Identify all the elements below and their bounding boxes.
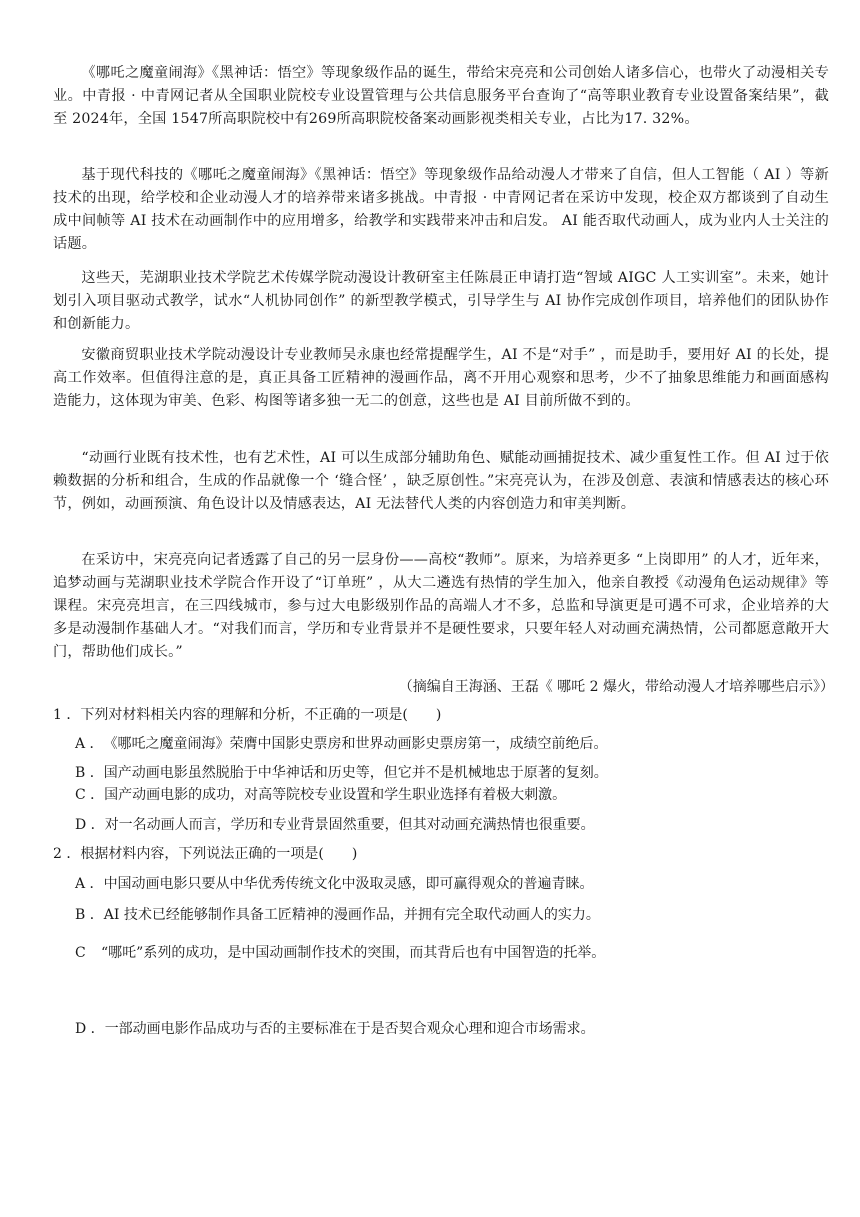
option-text: AI 技术已经能够制作具备工匠精神的漫画作品，并拥有完全取代动画人的实力。 — [103, 907, 600, 923]
question-1-option-b[interactable] — [75, 762, 835, 784]
option-text: 《哪吒之魔童闹海》荣膺中国影史票房和世界动画影史票房第一，成绩空前绝后。 — [103, 736, 608, 752]
question-2-option-b[interactable] — [75, 904, 835, 926]
question-1-option-a[interactable] — [75, 733, 835, 755]
option-text: 国产动画电影虽然脱胎于中华神话和历史等，但它并不是机械地忠于原著的复刻。 — [103, 765, 608, 781]
article-paragraph-1: 《哪吒之魔童闹海》《黑神话：悟空》等现象级作品的诞生，带给宋亮亮和公司创始人诸多信心，也带火了动漫相关专业。中青报 · 中青网记者从全国职业院校专业设置管理与公共信息服务平台查询了“高等职业教育专业设置备案结果”，截至 2024年，全国 1547所高职院校中有269所高职院校备案动画影视类相关专业，占比为17. 32%。 — [53, 65, 829, 127]
option-letter: A ． — [75, 736, 104, 752]
option-letter: C ． — [75, 787, 105, 803]
article-source: （摘编自王海涵、王磊《 哪吒 2 爆火，带给动漫人才培养哪些启示》） — [398, 679, 834, 695]
option-text: 中国动画电影只要从中华优秀传统文化中汲取灵感，即可赢得观众的普遍青睐。 — [103, 876, 594, 892]
article-paragraph-2: 基于现代科技的《哪吒之魔童闹海》《黑神话：悟空》等现象级作品给动漫人才带来了自信，但人工智能（ AI ）等新技术的出现，给学校和企业动漫人才的培养带来诸多挑战。中青报 · 中青网记者在采访中发现，校企双方都谈到了自动生成中间帧等 AI 技术在动画制作中的应用增多，给教学和实践带来冲击和启发。 AI 能否取代动画人，成为业内人士关注的话题。 — [53, 167, 829, 252]
question-1-stem-text: 1 ．下列对材料相关内容的理解和分析，不正确的一项是( — [53, 707, 408, 723]
option-text: 对一名动画人而言，学历和专业背景固然重要，但其对动画充满热情也很重要。 — [104, 817, 595, 833]
question-2-stem-text: 2 ．根据材料内容，下列说法正确的一项是( — [53, 846, 324, 862]
option-letter: C — [75, 945, 86, 961]
option-letter: B ． — [75, 907, 104, 923]
option-letter: D ． — [75, 817, 105, 833]
option-letter: D ． — [75, 1021, 105, 1037]
question-2-stem — [53, 843, 833, 865]
article-paragraph-3: 这些天，芜湖职业技术学院艺术传媒学院动漫设计教研室主任陈晨正申请打造“智域 AIGC 人工实训室”。未来，她计划引入项目驱动式教学，试水“人机协同创作” 的新型教学模式，引导学生与 AI 协作完成创作项目，培养他们的团队协作和创新能力。 — [53, 270, 829, 332]
option-letter: B ． — [75, 765, 104, 781]
question-1-option-c[interactable] — [75, 784, 835, 806]
question-2-stem-close: ) — [351, 846, 358, 862]
question-1-stem-close: ) — [435, 707, 442, 723]
question-1-option-d[interactable] — [75, 814, 835, 836]
question-1-stem — [53, 704, 833, 726]
article-paragraph-6: 在采访中，宋亮亮向记者透露了自己的另一层身份——高校“教师”。原来，为培养更多 “上岗即用” 的人才，近年来，追梦动画与芜湖职业技术学院合作开设了“订单班” ，从大二遴选有热情的学生加入，他亲自教授《动漫角色运动规律》等课程。宋亮亮坦言，在三四线城市，参与过大电影级别作品的高端人才不多，总监和导演更是可遇不可求，企业培养的大多是动漫制作基础人才。“对我们而言，学历和专业背景并不是硬性要求，只要年轻人对动画充满热情，公司都愿意敞开大门，帮助他们成长。” — [53, 552, 829, 660]
article-paragraph-4: 安徽商贸职业技术学院动漫设计专业教师吴永康也经常提醒学生，AI 不是“对手” ，而是助手，要用好 AI 的长处，提高工作效率。但值得注意的是，真正具备工匠精神的漫画作品，离不开用心观察和思考，少不了抽象思维能力和画面感构造能力，这体现为审美、色彩、构图等诸多独一无二的创意，这些也是 AI 目前所做不到的。 — [53, 347, 829, 409]
option-text: 国产动画电影的成功，对高等院校专业设置和学生职业选择有着极大刺激。 — [104, 787, 567, 803]
option-text: 一部动画电影作品成功与否的主要标准在于是否契合观众心理和迎合市场需求。 — [104, 1021, 595, 1037]
question-2-option-a[interactable] — [75, 873, 835, 895]
option-letter: A ． — [75, 876, 104, 892]
question-2-option-d[interactable] — [75, 1018, 835, 1040]
question-2-option-c[interactable] — [75, 938, 635, 968]
article-paragraph-5: “动画行业既有技术性，也有艺术性，AI 可以生成部分辅助角色、赋能动画捕捉技术、减少重复性工作。但 AI 过于依赖数据的分析和组合，生成的作品就像一个 ‘缝合怪’ ，缺乏原创性。”宋亮亮认为，在涉及创意、表演和情感表达的核心环节，例如，动画预演、角色设计以及情感表达，AI 无法替代人类的内容创造力和审美判断。 — [53, 450, 829, 512]
option-text: “哪吒”系列的成功，是中国动画制作技术的突围，而其背后也有中国智造的托举。 — [101, 945, 606, 961]
